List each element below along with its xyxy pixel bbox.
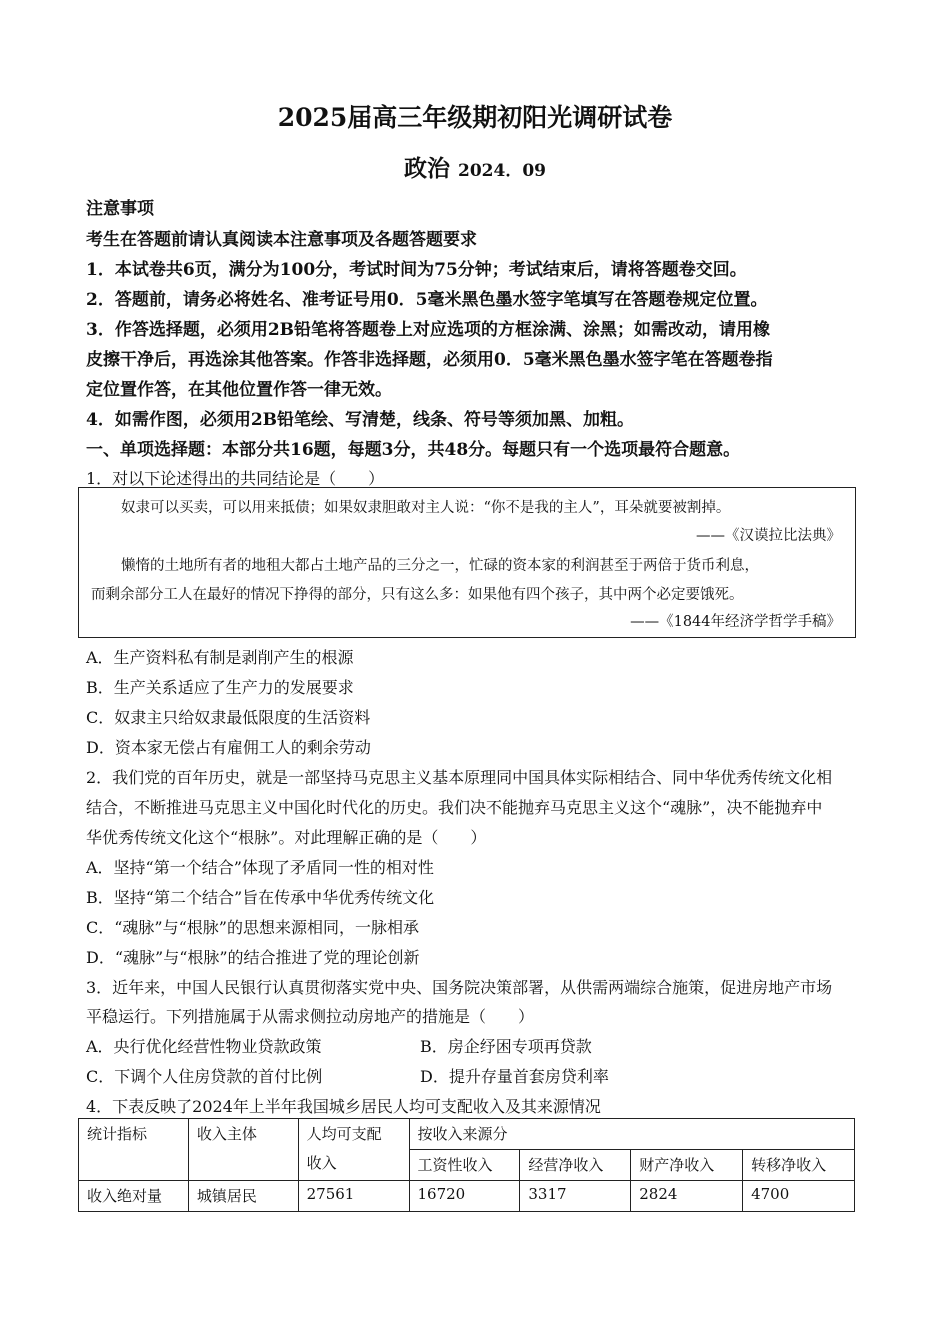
q1-option-b: B．生产关系适应了生产力的发展要求 (86, 678, 354, 697)
subheader-property: 财产净收入 (631, 1150, 743, 1181)
header-indicator: 统计指标 (79, 1119, 189, 1181)
note-item-3-end: 定位置作答，在其他位置作答一律无效。 (86, 380, 392, 400)
subheader-wage: 工资性收入 (409, 1150, 520, 1181)
notes-heading: 注意事项 (86, 199, 154, 219)
exam-date: 2024．09 (458, 161, 546, 181)
q1-quote-2b: 而剩余部分工人在最好的情况下挣得的部分，只有这么多：如果他有四个孩子，其中两个必定要饿死。 (91, 587, 744, 603)
q3-option-d: D．提升存量首套房贷利率 (420, 1067, 609, 1086)
note-item-2: 2．答题前，请务必将姓名、准考证号用0．5毫米黑色墨水签字笔填写在答题卷规定位置。 (86, 290, 768, 310)
q2-option-a: A．坚持“第一个结合”体现了矛盾同一性的相对性 (86, 858, 434, 877)
header-by-source: 按收入来源分 (409, 1119, 855, 1150)
header-disposable-income (298, 1119, 409, 1181)
q3-option-a: A．央行优化经营性物业贷款政策 (86, 1037, 322, 1056)
header-income-line2: 收入 (306, 1154, 337, 1172)
q1-stem: 1．对以下论述得出的共同结论是（ ） (86, 469, 385, 488)
q1-option-a: A．生产资料私有制是剥削产生的根源 (86, 648, 354, 667)
q1-option-d: D．资本家无偿占有雇佣工人的剩余劳动 (86, 738, 371, 757)
q1-quote-box (78, 487, 856, 638)
q3-option-c: C．下调个人住房贷款的首付比例 (86, 1067, 323, 1086)
cell-property: 2824 (631, 1181, 743, 1212)
exam-title: 2025届高三年级期初阳光调研试卷 (277, 103, 673, 132)
income-table (78, 1118, 855, 1212)
q1-source-2: ——《1844年经济学哲学手稿》 (630, 614, 841, 630)
cell-wage: 16720 (409, 1181, 520, 1212)
q2-option-c: C．“魂脉”与“根脉”的思想来源相同，一脉相承 (86, 918, 419, 937)
header-income-line1: 人均可支配 (306, 1125, 382, 1143)
cell-transfer: 4700 (743, 1181, 855, 1212)
note-item-4: 4．如需作图，必须用2B铅笔绘、写清楚，线条、符号等须加黑、加粗。 (86, 410, 635, 430)
q3-stem-2: 平稳运行。下列措施属于从需求侧拉动房地产的措施是（ ） (86, 1007, 535, 1026)
subheader-transfer: 转移净收入 (743, 1150, 855, 1181)
q1-source-1: ——《汉谟拉比法典》 (696, 528, 841, 544)
subject-name: 政治 (404, 155, 450, 182)
table-row (79, 1181, 855, 1212)
subheader-business: 经营净收入 (520, 1150, 631, 1181)
q3-options-row-2 (86, 1064, 876, 1087)
q2-stem-3: 华优秀传统文化这个“根脉”。对此理解正确的是（ ） (86, 828, 487, 847)
q4-stem: 4．下表反映了2024年上半年我国城乡居民人均可支配收入及其来源情况 (86, 1097, 601, 1116)
q3-option-b: B．房企纾困专项再贷款 (420, 1037, 592, 1056)
notes-intro: 考生在答题前请认真阅读本注意事项及各题答题要求 (86, 230, 477, 250)
table-header-row (79, 1119, 855, 1150)
q2-option-d: D．“魂脉”与“根脉”的结合推进了党的理论创新 (86, 948, 420, 967)
cell-disposable: 27561 (298, 1181, 409, 1212)
note-item-3: 3．作答选择题，必须用2B铅笔将答题卷上对应选项的方框涂满、涂黑；如需改动，请用橡 (86, 320, 771, 340)
q3-stem-1: 3．近年来，中国人民银行认真贯彻落实党中央、国务院决策部署，从供需两端综合施策，促进房地产市场 (86, 978, 833, 997)
cell-indicator: 收入绝对量 (79, 1181, 189, 1212)
note-item-3-cont: 皮擦干净后，再选涂其他答案。作答非选择题，必须用0．5毫米黑色墨水签字笔在答题卷指 (86, 350, 773, 370)
q2-option-b: B．坚持“第二个结合”旨在传承中华优秀传统文化 (86, 888, 435, 907)
subject-line (0, 150, 950, 183)
cell-business: 3317 (520, 1181, 631, 1212)
q1-quote-2a: 懒惰的土地所有者的地租大都占土地产品的三分之一，忙碌的资本家的利润甚至于两倍于货币利息， (121, 558, 759, 574)
header-subject: 收入主体 (188, 1119, 298, 1181)
note-item-1: 1．本试卷共6页，满分为100分，考试时间为75分钟；考试结束后，请将答题卷交回。 (86, 260, 747, 280)
q2-stem-2: 结合，不断推进马克思主义中国化时代化的历史。我们决不能抛弃马克思主义这个“魂脉”，决不能抛弃中 (86, 798, 823, 817)
q3-options-row-1 (86, 1034, 876, 1057)
q2-stem-1: 2．我们党的百年历史，就是一部坚持马克思主义基本原理同中国具体实际相结合、同中华优秀传统文化相 (86, 768, 833, 787)
section-heading: 一、单项选择题：本部分共16题，每题3分，共48分。每题只有一个选项最符合题意。 (86, 440, 741, 460)
q1-option-c: C．奴隶主只给奴隶最低限度的生活资料 (86, 708, 371, 727)
cell-subject: 城镇居民 (188, 1181, 298, 1212)
q1-quote-1: 奴隶可以买卖，可以用来抵债；如果奴隶胆敢对主人说：“你不是我的主人”，耳朵就要被割掉。 (121, 500, 731, 516)
